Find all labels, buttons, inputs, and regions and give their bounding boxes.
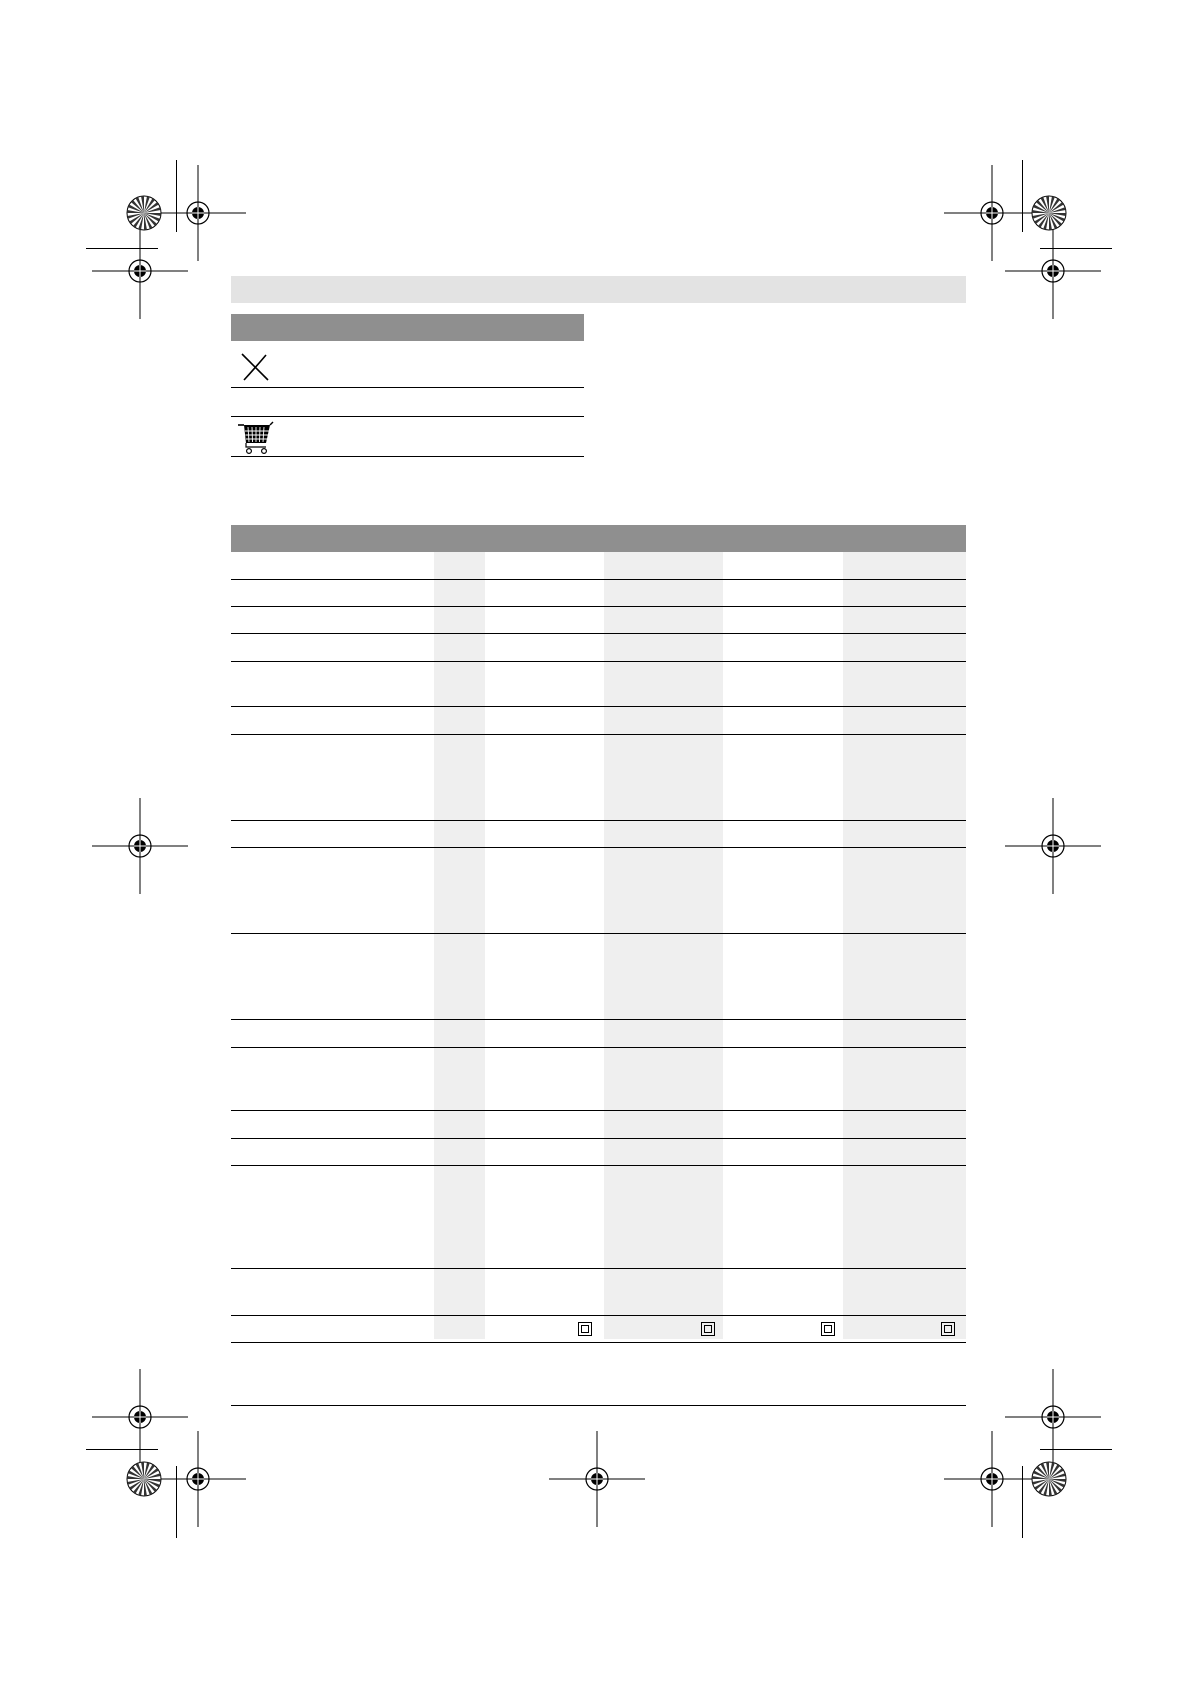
registration-mark — [91, 222, 189, 320]
cross-icon — [240, 352, 270, 382]
column-band — [604, 552, 723, 1339]
table-row-divider — [231, 1342, 966, 1343]
column-band — [843, 552, 966, 1339]
table-row-divider — [231, 1110, 966, 1111]
table-row-divider — [231, 633, 966, 634]
column-band-unit — [434, 552, 485, 1339]
table-row-divider — [231, 1315, 966, 1316]
registration-mark — [91, 797, 189, 895]
registration-mark — [943, 1430, 1041, 1528]
registration-mark — [548, 1430, 646, 1528]
table-row-divider — [231, 933, 966, 934]
table-row-divider — [231, 606, 966, 607]
table-row-divider — [231, 820, 966, 821]
symbol-row-divider — [231, 456, 584, 457]
class-ii-icon — [701, 1322, 715, 1336]
symbol-row-divider — [231, 416, 584, 417]
registration-mark — [1004, 797, 1102, 895]
starburst-mark — [1029, 193, 1069, 233]
starburst-mark — [124, 1459, 164, 1499]
table-row-divider — [231, 706, 966, 707]
table-row-divider — [231, 579, 966, 580]
table-row-divider — [231, 1268, 966, 1269]
table-row-divider — [231, 847, 966, 848]
page-header-band — [231, 276, 966, 303]
symbol-table-heading — [231, 314, 584, 341]
table-row-divider — [231, 1047, 966, 1048]
table-row-divider — [231, 1019, 966, 1020]
shopping-cart-icon — [236, 421, 274, 455]
table-row-divider — [231, 1138, 966, 1139]
table-row-divider — [231, 1165, 966, 1166]
symbol-row-divider — [231, 387, 584, 388]
starburst-mark — [1029, 1459, 1069, 1499]
class-ii-icon — [578, 1322, 592, 1336]
starburst-mark — [124, 193, 164, 233]
page-footer-rule — [231, 1405, 966, 1406]
table-row-divider — [231, 661, 966, 662]
class-ii-icon — [821, 1322, 835, 1336]
class-ii-icon — [941, 1322, 955, 1336]
registration-mark — [1004, 222, 1102, 320]
spec-table-heading — [231, 525, 966, 552]
table-row-divider — [231, 734, 966, 735]
